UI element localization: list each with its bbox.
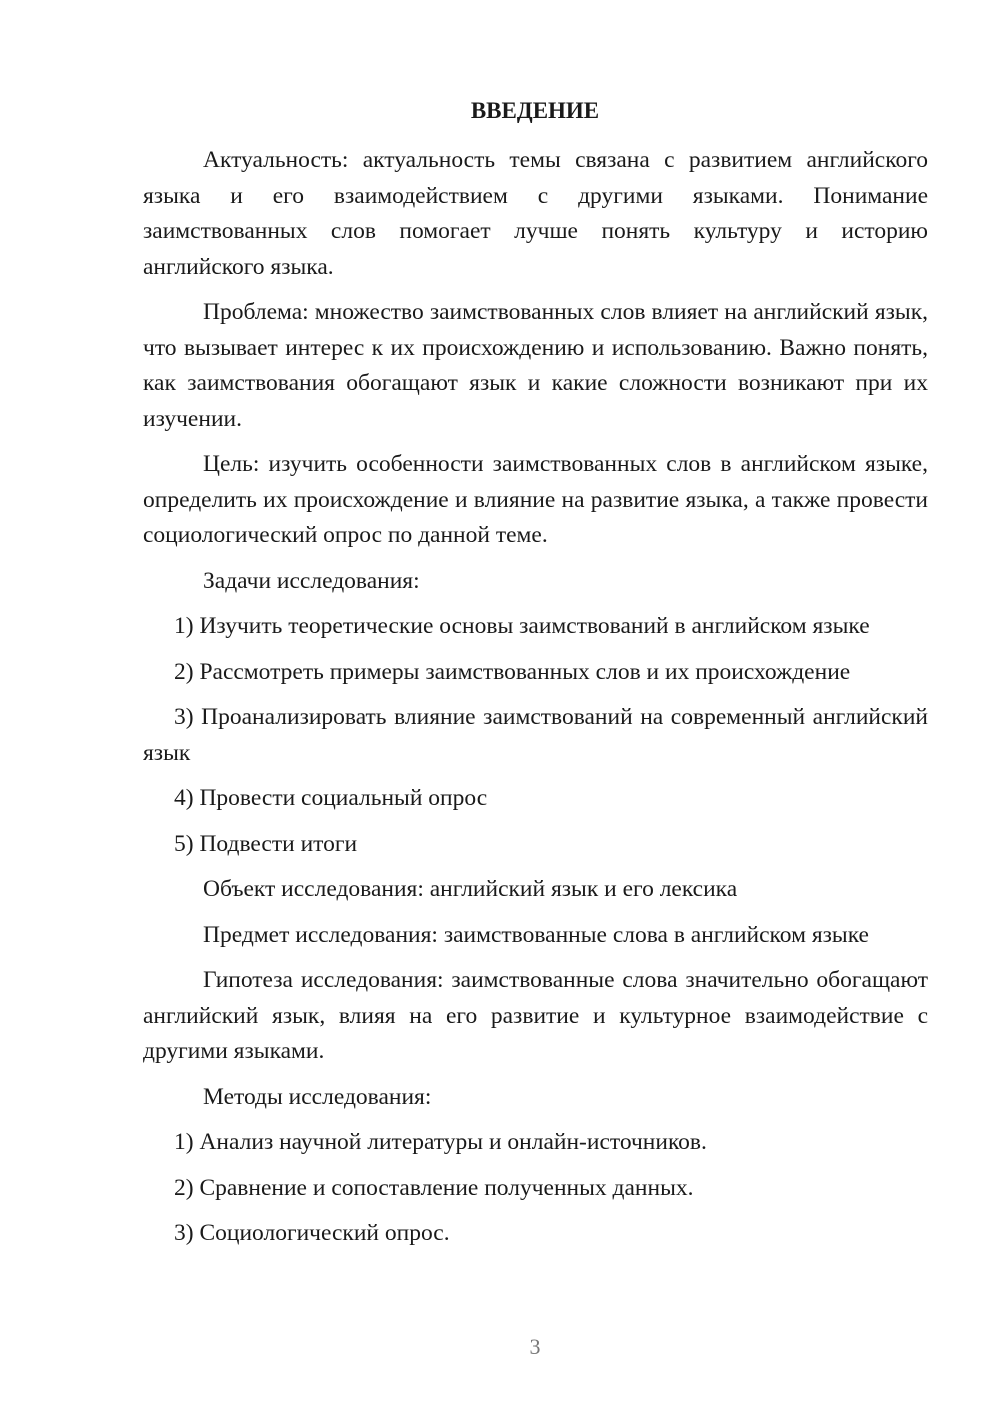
page-title: ВВЕДЕНИЕ <box>470 98 600 123</box>
task-item: 4) Провести социальный опрос <box>174 785 488 811</box>
subject-paragraph: Предмет исследования: заимствованные слова в английском языке <box>203 921 869 948</box>
object-paragraph: Объект исследования: английский язык и его лексика <box>203 876 738 902</box>
method-item: 2) Сравнение и сопоставление полученных данных. <box>174 1174 694 1201</box>
method-item: 3) Социологический опрос. <box>174 1220 450 1246</box>
relevance-paragraph: Актуальность: актуальность темы связана с развитием английского языка и его взаимодействием с другими языками. Понимание заимствованных слов помогает лучше понять культуру и историю английского языка. <box>143 147 928 280</box>
methods-heading: Методы исследования: <box>203 1083 432 1110</box>
method-item: 1) Анализ научной литературы и онлайн-источников. <box>174 1129 707 1155</box>
task-item: 5) Подвести итоги <box>174 830 358 857</box>
task-item: 2) Рассмотреть примеры заимствованных слов и их происхождение <box>174 658 851 685</box>
task-item: 1) Изучить теоретические основы заимствований в английском языке <box>174 613 870 639</box>
goal-paragraph: Цель: изучить особенности заимствованных слов в английском языке, определить их происхождение и влияние на развитие языка, а также провести социологический опрос по данной теме. <box>143 451 928 548</box>
document-body <box>143 143 928 1262</box>
hypothesis-paragraph: Гипотеза исследования: заимствованные слова значительно обогащают английский язык, влияя на его развитие и культурное взаимодействие с другими языками. <box>143 967 928 1064</box>
problem-paragraph: Проблема: множество заимствованных слов влияет на английский язык, что вызывает интерес к их происхождению и использованию. Важно понять, как заимствования обогащают язык и какие сложности возникают при их изучении. <box>143 299 928 432</box>
task-item: 3) Проанализировать влияние заимствований на современный английский язык <box>143 704 928 766</box>
tasks-heading: Задачи исследования: <box>203 567 420 594</box>
page-number: 3 <box>529 1334 541 1359</box>
